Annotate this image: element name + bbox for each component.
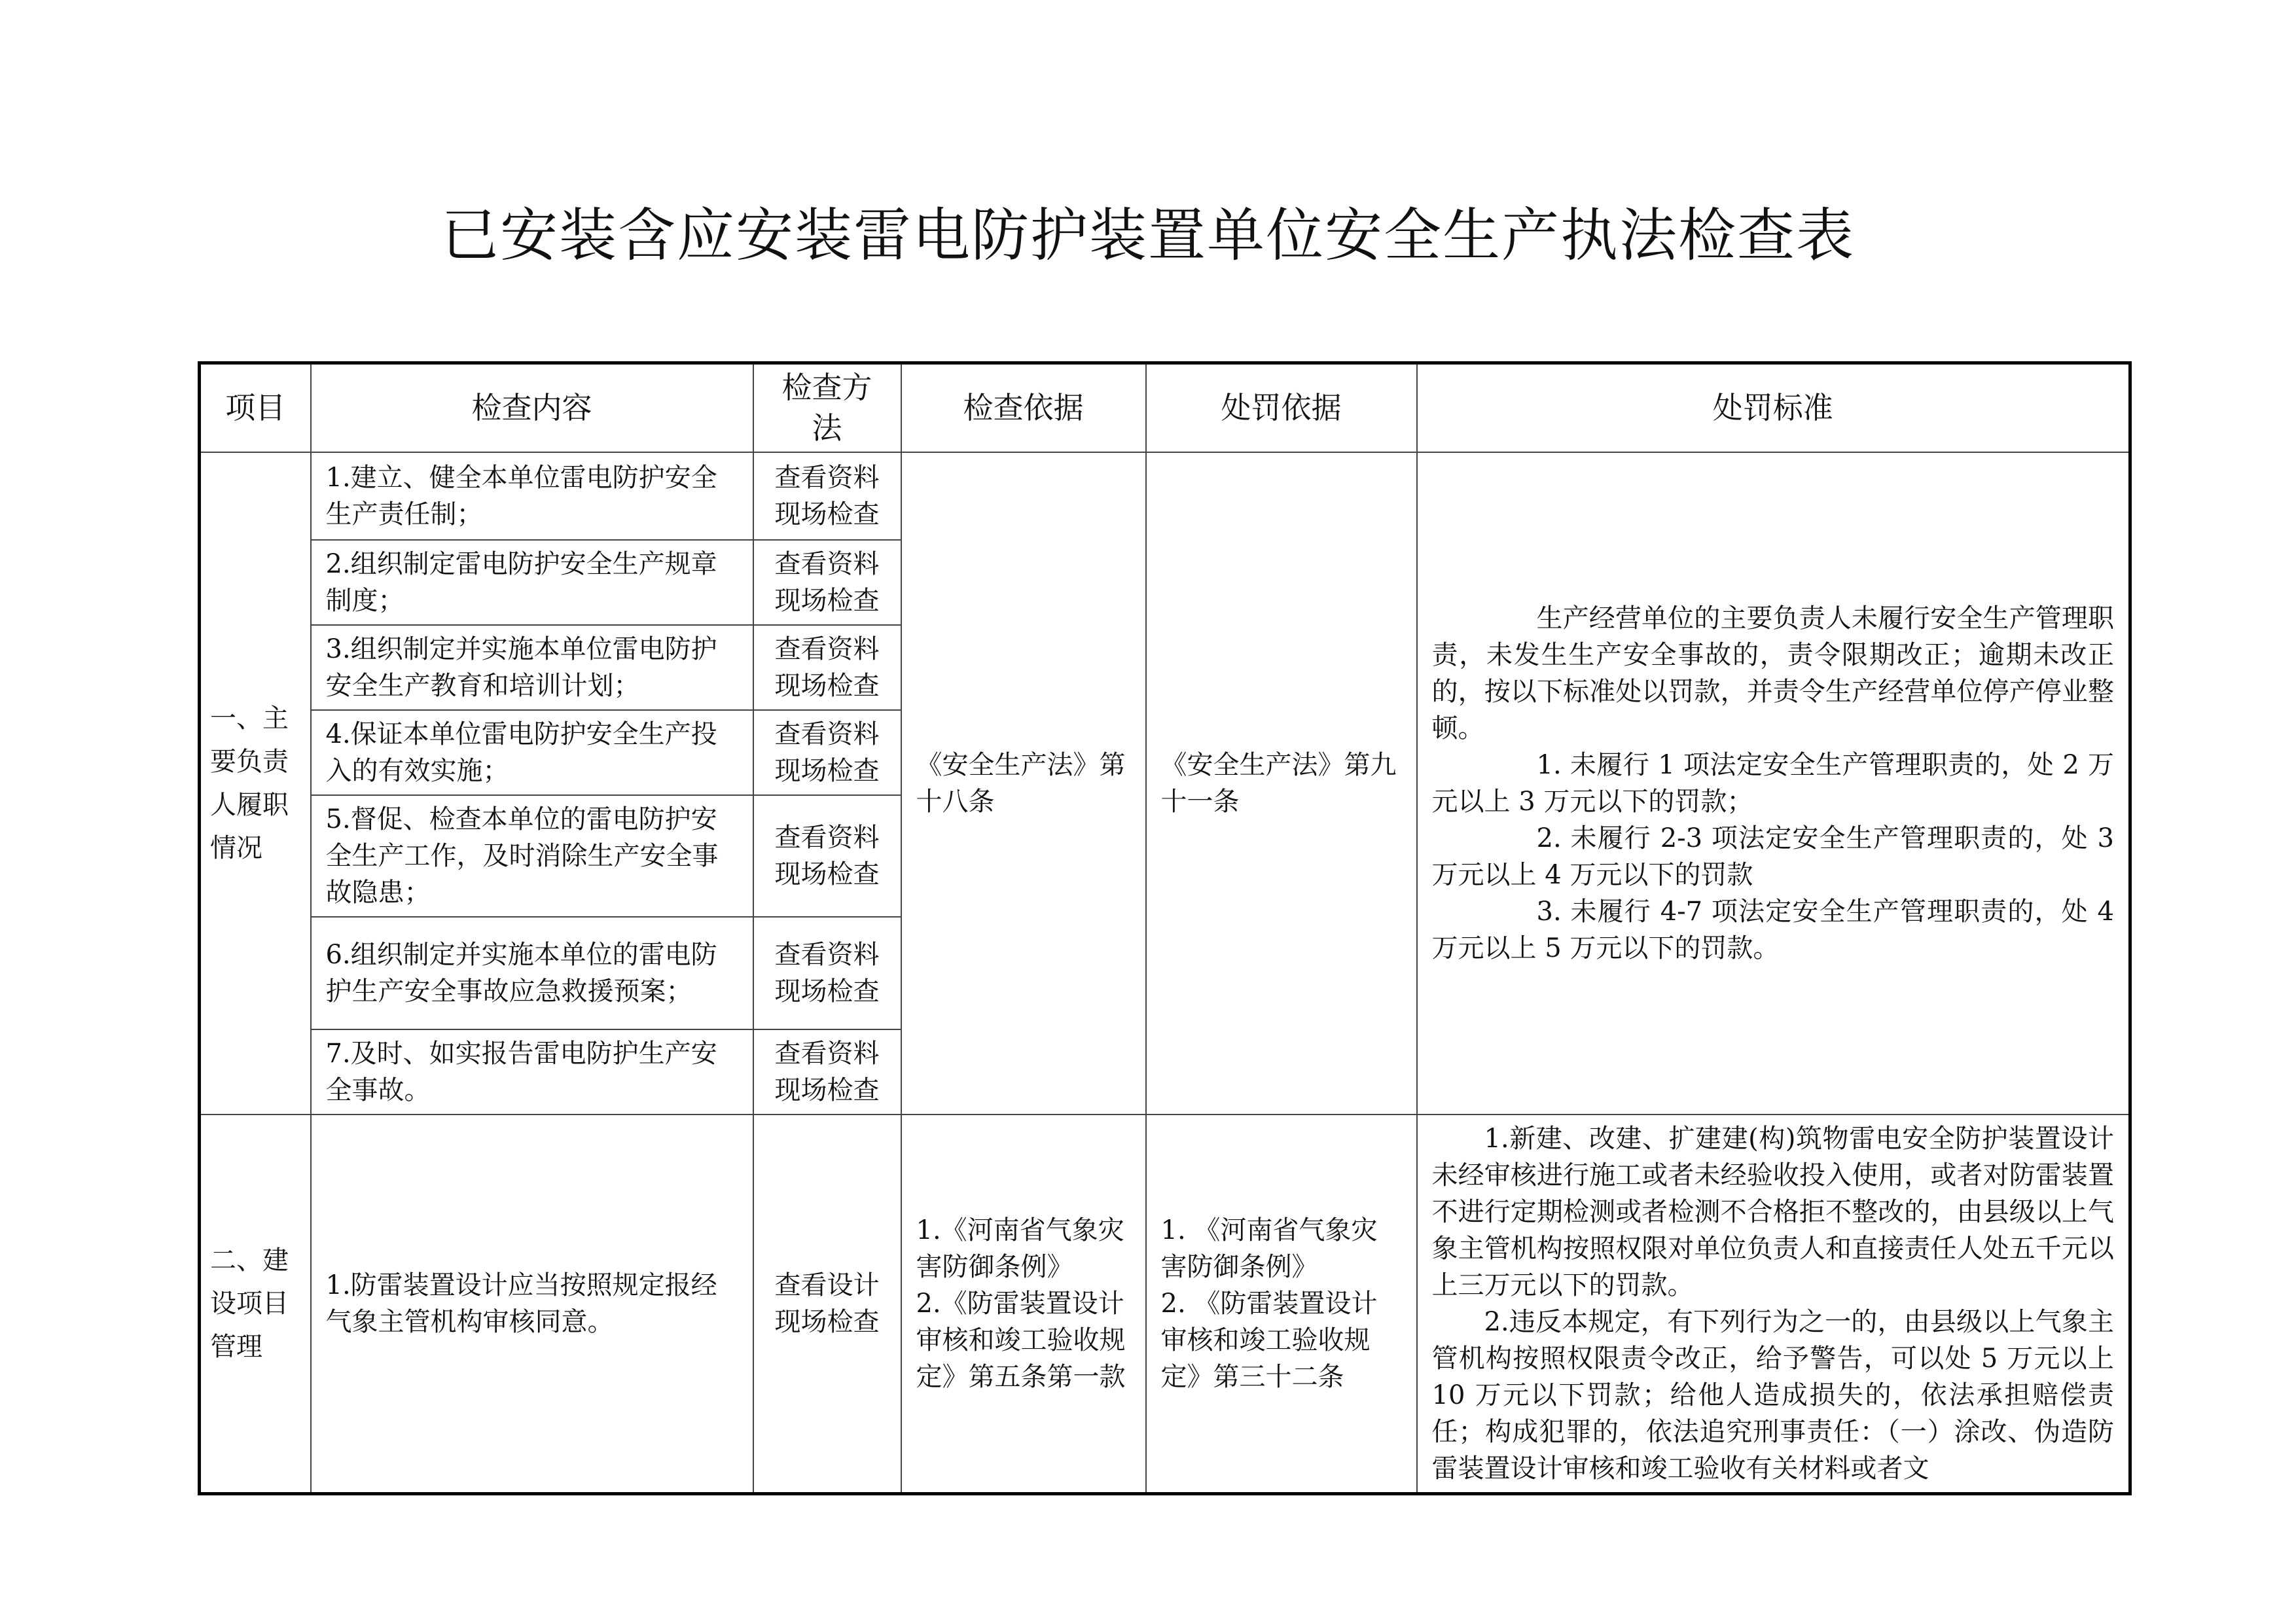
inspection-table — [198, 361, 2132, 1495]
header-content: 检查内容 — [311, 363, 753, 452]
section1-content-4: 4.保证本单位雷电防护安全生产投入的有效实施； — [311, 710, 753, 795]
section1-method-6: 查看资料现场检查 — [753, 917, 901, 1029]
basis-line: 1.《河南省气象灾害防御条例》 — [916, 1215, 1124, 1282]
section1-basis: 《安全生产法》第十八条 — [901, 452, 1146, 1115]
section1-method-5: 查看资料现场检查 — [753, 795, 901, 917]
section1-content-3: 3.组织制定并实施本单位雷电防护安全生产教育和培训计划； — [311, 625, 753, 710]
std-paragraph: 生产经营单位的主要负责人未履行安全生产管理职责，未发生生产安全事故的，责令限期改正；逾期未改正的，按以下标准处以罚款，并责令生产经营单位停产停业整顿。 — [1431, 603, 2114, 743]
section2-penalty-basis — [1146, 1115, 1417, 1494]
penalty-basis-line: 2. 《防雷装置设计审核和竣工验收规定》第三十二条 — [1160, 1288, 1378, 1392]
section1-content-5: 5.督促、检查本单位的雷电防护安全生产工作，及时消除生产安全事故隐患； — [311, 795, 753, 917]
section2-method: 查看设计现场检查 — [753, 1115, 901, 1494]
table-row — [200, 452, 2130, 540]
penalty-basis-line: 1. 《河南省气象灾害防御条例》 — [1160, 1215, 1378, 1282]
section2-basis — [901, 1115, 1146, 1494]
section1-content-6: 6.组织制定并实施本单位的雷电防护生产安全事故应急救援预案； — [311, 917, 753, 1029]
basis-line: 2.《防雷装置设计审核和竣工验收规定》第五条第一款 — [916, 1288, 1126, 1392]
section2-item-text: 二、建设项目管理 — [210, 1245, 289, 1362]
header-basis: 检查依据 — [901, 363, 1146, 452]
page-title: 已安装含应安装雷电防护装置单位安全生产执法检查表 — [440, 202, 1855, 269]
section2-content: 1.防雷装置设计应当按照规定报经气象主管机构审核同意。 — [311, 1115, 753, 1494]
header-penalty-standard: 处罚标准 — [1417, 363, 2130, 452]
section1-method-7: 查看资料现场检查 — [753, 1029, 901, 1115]
section1-item-text: 一、主要负责人履职情况 — [210, 703, 289, 863]
section2-item — [200, 1115, 311, 1494]
section1-item — [200, 452, 311, 1115]
section1-penalty-basis: 《安全生产法》第九十一条 — [1146, 452, 1417, 1115]
header-penalty-basis: 处罚依据 — [1146, 363, 1417, 452]
header-method-text: 检查方法 — [781, 370, 872, 446]
section1-method-4: 查看资料现场检查 — [753, 710, 901, 795]
std-paragraph: 2. 未履行 2-3 项法定安全生产管理职责的，处 3 万元以上 4 万元以下的罚款 — [1431, 823, 2114, 890]
header-method — [753, 363, 901, 452]
section1-method-1: 查看资料现场检查 — [753, 452, 901, 540]
section1-method-2: 查看资料现场检查 — [753, 540, 901, 625]
std-paragraph: 1.新建、改建、扩建建(构)筑物雷电安全防护装置设计未经审核进行施工或者未经验收投入使用，或者对防雷装置不进行定期检测或者检测不合格拒不整改的，由县级以上气象主管机构按照权限对单位负责人和直接责任人处五千元以上三万元以下的罚款。 — [1431, 1123, 2114, 1300]
section1-penalty-standard — [1417, 452, 2130, 1115]
table-row — [200, 1115, 2130, 1494]
std-paragraph: 1. 未履行 1 项法定安全生产管理职责的，处 2 万元以上 3 万元以下的罚款； — [1431, 749, 2114, 817]
std-paragraph: 2.违反本规定，有下列行为之一的，由县级以上气象主管机构按照权限责令改正，给予警告，可以处 5 万元以上 10 万元以下罚款；给他人造成损失的，依法承担赔偿责任；构成犯罪的，依法追究刑事责任：（一）涂改、伪造防雷装置设计审核和竣工验收有关材料或者文 — [1431, 1306, 2114, 1484]
header-row — [200, 363, 2130, 452]
header-item: 项目 — [200, 363, 311, 452]
section1-content-1: 1.建立、健全本单位雷电防护安全生产责任制； — [311, 452, 753, 540]
std-paragraph: 3. 未履行 4-7 项法定安全生产管理职责的，处 4 万元以上 5 万元以下的罚款。 — [1431, 896, 2114, 963]
section1-content-2: 2.组织制定雷电防护安全生产规章制度； — [311, 540, 753, 625]
section1-content-7: 7.及时、如实报告雷电防护生产安全事故。 — [311, 1029, 753, 1115]
section1-method-3: 查看资料现场检查 — [753, 625, 901, 710]
section2-penalty-standard — [1417, 1115, 2130, 1494]
